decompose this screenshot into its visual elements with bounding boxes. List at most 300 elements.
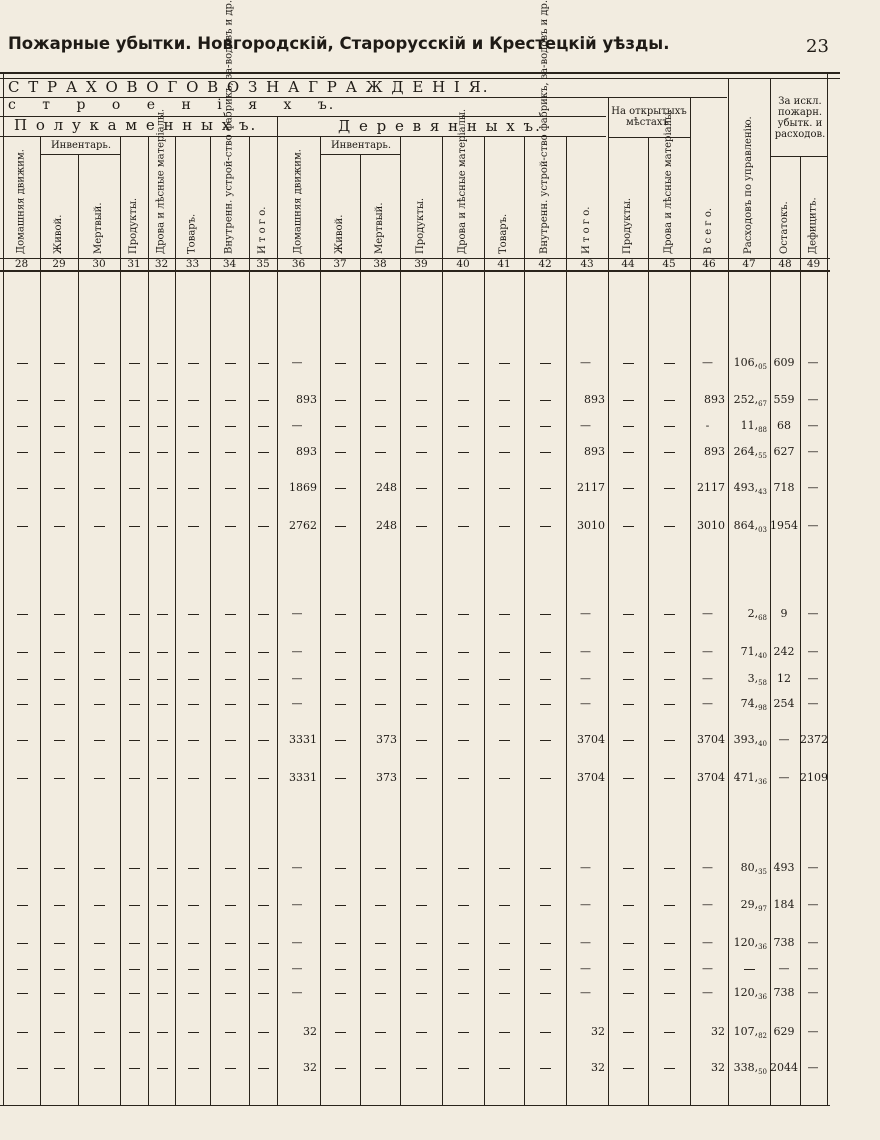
dash-cell <box>94 452 105 453</box>
dash-cell <box>499 778 510 779</box>
dash-cell <box>129 452 140 453</box>
dash-cell <box>458 452 469 453</box>
dash-cell <box>225 704 236 705</box>
dash-cell <box>94 363 105 364</box>
dash-cell <box>664 943 675 944</box>
derev-label: Д е р е в я н н ы х ъ. <box>338 117 542 135</box>
dash-cell <box>157 452 168 453</box>
dash-cell <box>335 1032 346 1033</box>
dash-cell <box>129 740 140 741</box>
dash-cell <box>157 943 168 944</box>
dash-cell <box>458 614 469 615</box>
dash-cell <box>94 614 105 615</box>
dash-cell <box>375 679 386 680</box>
dash-cell <box>335 943 346 944</box>
dash-cell <box>416 452 427 453</box>
dash-cell <box>17 652 28 653</box>
dash-cell <box>458 1032 469 1033</box>
dash-cell <box>664 740 675 741</box>
dash-cell <box>416 969 427 970</box>
cell-c43: 3010 <box>577 519 605 532</box>
dash-cell <box>258 1032 269 1033</box>
cell-remainder: — <box>778 962 790 975</box>
dash-cell <box>458 943 469 944</box>
dash-cell <box>94 969 105 970</box>
dash-cell <box>258 969 269 970</box>
cell-c43: 3704 <box>577 771 605 784</box>
dash-cell <box>258 614 269 615</box>
cell-expenses <box>728 986 767 1001</box>
col-header-46: В с е г о. <box>702 207 714 254</box>
dash-cell <box>499 704 510 705</box>
cell-expenses <box>728 1061 767 1076</box>
cell-remainder: 9 <box>780 607 788 620</box>
dash-cell <box>623 426 634 427</box>
dash-cell <box>416 868 427 869</box>
expenses-int: 252, <box>733 393 759 406</box>
expenses-kop: 50 <box>758 1068 767 1077</box>
dash-cell <box>157 905 168 906</box>
cell-expenses <box>728 519 767 534</box>
cell-c46: 3704 <box>697 771 725 784</box>
cell-remainder: 68 <box>777 419 791 432</box>
cell-remainder: 2044 <box>770 1061 798 1074</box>
dash-cell <box>17 488 28 489</box>
dash-cell <box>540 1068 551 1069</box>
cell-c46: 32 <box>711 1025 725 1038</box>
dash-cell <box>335 868 346 869</box>
dash-cell <box>129 1032 140 1033</box>
dash-cell <box>623 652 634 653</box>
cell-c38: 248 <box>376 519 397 532</box>
dash-cell <box>335 993 346 994</box>
page-number: 23 <box>806 36 829 57</box>
page-title: Пожарные убытки. Новгородскій, Старорусскій и Крестецкій уѣзды. <box>8 34 670 53</box>
col-line <box>442 137 443 1106</box>
dash-cell <box>458 868 469 869</box>
dash-cell <box>188 488 199 489</box>
cell-c46: — <box>702 672 713 685</box>
dash-cell <box>225 993 236 994</box>
dash-cell <box>375 943 386 944</box>
col-number-48: 48 <box>778 258 792 270</box>
expenses-kop: 58 <box>758 679 767 688</box>
cell-remainder: 493 <box>773 861 795 874</box>
dash-cell <box>157 969 168 970</box>
dash-cell <box>458 704 469 705</box>
col-line <box>210 137 211 1106</box>
zaiskl-rule <box>770 156 827 157</box>
dash-cell <box>225 943 236 944</box>
neokryt-rule <box>608 137 690 138</box>
dash-cell <box>664 905 675 906</box>
dash-cell <box>499 363 510 364</box>
col-header-38: Мертвый. <box>373 202 385 254</box>
col-header-39: Продукты. <box>414 197 426 254</box>
dash-cell <box>17 526 28 527</box>
col-line <box>524 137 525 1106</box>
dash-cell <box>129 652 140 653</box>
dash-cell <box>225 614 236 615</box>
dash-cell <box>94 704 105 705</box>
dash-cell <box>416 740 427 741</box>
dash-cell <box>17 614 28 615</box>
dash-cell <box>499 426 510 427</box>
col-number-49: 49 <box>806 258 821 270</box>
dash-cell <box>54 993 65 994</box>
dash-cell <box>54 400 65 401</box>
cell-expenses <box>728 697 767 712</box>
cell-c36: — <box>291 986 303 999</box>
col-number-45: 45 <box>662 258 676 270</box>
dash-cell <box>623 488 634 489</box>
cell-c43: — <box>580 962 591 975</box>
dash-cell <box>416 993 427 994</box>
dash-cell <box>258 400 269 401</box>
dash-cell <box>375 704 386 705</box>
dash-cell <box>623 778 634 779</box>
cell-c43: — <box>580 936 591 949</box>
inventar1-rule <box>40 154 120 155</box>
expenses-kop: 36 <box>758 993 767 1002</box>
dash-cell <box>129 778 140 779</box>
cell-c36: — <box>291 936 303 949</box>
dash-cell <box>17 868 28 869</box>
dash-cell <box>17 704 28 705</box>
dash-cell <box>17 452 28 453</box>
dash-cell <box>54 704 65 705</box>
dash-cell <box>54 488 65 489</box>
expenses-kop: 88 <box>758 426 767 435</box>
dash-cell <box>375 1032 386 1033</box>
col-number-41: 41 <box>497 258 511 270</box>
expenses-kop: 55 <box>758 452 767 461</box>
dash-cell <box>188 452 199 453</box>
dash-cell <box>335 969 346 970</box>
dash-cell <box>258 526 269 527</box>
cell-expenses <box>728 771 767 786</box>
col-line <box>249 137 250 1106</box>
dash-cell <box>416 704 427 705</box>
dash-cell <box>17 778 28 779</box>
col-line <box>770 78 771 1106</box>
cell-c36: — <box>291 861 303 874</box>
dash-cell <box>458 740 469 741</box>
col-number-34: 34 <box>222 258 237 270</box>
dash-cell <box>416 426 427 427</box>
cell-c43: — <box>580 986 591 999</box>
dash-cell <box>540 1032 551 1033</box>
expenses-kop: 67 <box>758 400 767 409</box>
dash-cell <box>188 652 199 653</box>
dash-cell <box>458 400 469 401</box>
cell-expenses <box>728 1025 767 1040</box>
dash-cell <box>225 778 236 779</box>
cell-deficit: — <box>807 481 819 494</box>
expenses-kop: 43 <box>758 488 767 497</box>
cell-remainder: 609 <box>773 356 795 369</box>
expenses-int: 71, <box>740 645 759 658</box>
dash-cell <box>416 1032 427 1033</box>
dash-cell <box>458 526 469 527</box>
dash-cell <box>129 1068 140 1069</box>
dash-cell <box>94 1068 105 1069</box>
cell-c46: — <box>702 645 713 658</box>
dash-cell <box>54 679 65 680</box>
inventar2-label: Инвентарь. <box>330 140 392 151</box>
col-line <box>400 137 401 1106</box>
dash-cell <box>157 704 168 705</box>
dash-cell <box>188 426 199 427</box>
cell-c43: 2117 <box>577 481 605 494</box>
cell-c36: 893 <box>296 393 317 406</box>
cell-c46: — <box>702 898 713 911</box>
dash-cell <box>664 993 675 994</box>
cell-c46: — <box>702 861 713 874</box>
dash-cell <box>458 905 469 906</box>
col-line <box>648 137 649 1106</box>
col-number-42: 42 <box>538 258 552 270</box>
expenses-int: 493, <box>733 481 759 494</box>
cell-c36: — <box>291 419 303 432</box>
numbers-bottom-rule <box>0 270 830 272</box>
cell-deficit: — <box>807 445 819 458</box>
dash-cell <box>129 868 140 869</box>
dash-cell <box>499 868 510 869</box>
dash-cell <box>375 426 386 427</box>
dash-cell <box>540 704 551 705</box>
dash-cell <box>54 905 65 906</box>
dash-cell <box>416 526 427 527</box>
dash-cell <box>744 969 755 970</box>
col-line <box>608 97 609 1106</box>
dash-cell <box>188 614 199 615</box>
cell-c43: 893 <box>584 393 605 406</box>
dash-cell <box>623 400 634 401</box>
dash-cell <box>129 614 140 615</box>
dash-cell <box>157 652 168 653</box>
cell-c36: — <box>291 697 303 710</box>
dash-cell <box>225 868 236 869</box>
dash-cell <box>157 868 168 869</box>
dash-cell <box>375 868 386 869</box>
cell-c36: — <box>291 898 303 911</box>
col-number-31: 31 <box>127 258 141 270</box>
cell-c36: 2762 <box>289 519 317 532</box>
col-header-44: Продукты. <box>621 197 633 254</box>
col-header-32: Дрова и лѣсные матеріалы. <box>155 108 167 254</box>
cell-c46: 3704 <box>697 733 725 746</box>
dash-cell <box>94 943 105 944</box>
dash-cell <box>623 614 634 615</box>
dash-cell <box>54 943 65 944</box>
dash-cell <box>258 868 269 869</box>
dash-cell <box>664 363 675 364</box>
cell-c43: — <box>580 419 591 432</box>
dash-cell <box>225 526 236 527</box>
dash-cell <box>664 426 675 427</box>
dash-cell <box>54 452 65 453</box>
dash-cell <box>94 400 105 401</box>
dash-cell <box>129 679 140 680</box>
cell-c43: — <box>580 645 591 658</box>
dash-cell <box>54 426 65 427</box>
dash-cell <box>17 1068 28 1069</box>
dash-cell <box>335 704 346 705</box>
cell-deficit: — <box>807 1025 819 1038</box>
dash-cell <box>375 905 386 906</box>
dash-cell <box>664 868 675 869</box>
zaiskl-label: За искл. пожарн. убытк. и расходов. <box>774 96 826 140</box>
dash-cell <box>129 905 140 906</box>
dash-cell <box>157 740 168 741</box>
cell-c46: - <box>705 419 710 432</box>
dash-cell <box>416 400 427 401</box>
cell-expenses <box>728 861 767 876</box>
dash-cell <box>499 1032 510 1033</box>
dash-cell <box>94 993 105 994</box>
cell-c38: 248 <box>376 481 397 494</box>
expenses-int: 120, <box>733 986 759 999</box>
dash-cell <box>17 400 28 401</box>
col-header-31: Продукты. <box>127 197 139 254</box>
col-header-33: Товаръ. <box>186 213 198 254</box>
dash-cell <box>499 400 510 401</box>
col-number-46: 46 <box>702 258 716 270</box>
dash-cell <box>129 363 140 364</box>
dash-cell <box>188 400 199 401</box>
cell-remainder: — <box>778 771 790 784</box>
cell-deficit: — <box>807 936 819 949</box>
dash-cell <box>54 526 65 527</box>
expenses-int: 11, <box>740 419 759 432</box>
dash-cell <box>188 1032 199 1033</box>
dash-cell <box>458 778 469 779</box>
dash-cell <box>458 426 469 427</box>
dash-cell <box>416 363 427 364</box>
dash-cell <box>54 740 65 741</box>
cell-c38: 373 <box>376 771 397 784</box>
dash-cell <box>157 363 168 364</box>
cell-c36: 893 <box>296 445 317 458</box>
dash-cell <box>416 943 427 944</box>
dash-cell <box>375 993 386 994</box>
dash-cell <box>129 426 140 427</box>
expenses-kop: 05 <box>758 363 767 372</box>
col-number-47: 47 <box>742 258 756 270</box>
cell-c46: — <box>702 697 713 710</box>
cell-c36: — <box>291 607 303 620</box>
col-line <box>360 154 361 1106</box>
dash-cell <box>499 905 510 906</box>
dash-cell <box>499 1068 510 1069</box>
col-number-35: 35 <box>256 258 270 270</box>
dash-cell <box>623 1068 634 1069</box>
cell-deficit: — <box>807 986 819 999</box>
cell-expenses <box>728 936 767 951</box>
dash-cell <box>225 363 236 364</box>
dash-cell <box>129 943 140 944</box>
cell-deficit: — <box>807 672 819 685</box>
dash-cell <box>458 969 469 970</box>
cell-remainder: — <box>778 733 790 746</box>
dash-cell <box>499 740 510 741</box>
dash-cell <box>664 1068 675 1069</box>
expenses-int: 393, <box>733 733 759 746</box>
dash-cell <box>540 679 551 680</box>
dash-cell <box>258 426 269 427</box>
dash-cell <box>664 969 675 970</box>
cell-expenses <box>728 481 767 496</box>
expenses-int: 120, <box>733 936 759 949</box>
col-line <box>78 154 79 1106</box>
dash-cell <box>17 905 28 906</box>
col-header-48: Остатокъ. <box>778 201 790 254</box>
dash-cell <box>664 652 675 653</box>
cell-expenses <box>728 393 767 408</box>
cell-c46: — <box>702 986 713 999</box>
expenses-kop: 68 <box>758 614 767 623</box>
cell-remainder: 627 <box>773 445 795 458</box>
dash-cell <box>258 652 269 653</box>
cell-deficit: — <box>807 419 819 432</box>
dash-cell <box>157 993 168 994</box>
cell-c43: 32 <box>591 1061 605 1074</box>
dash-cell <box>416 488 427 489</box>
expenses-int: 264, <box>733 445 759 458</box>
dash-cell <box>188 943 199 944</box>
dash-cell <box>335 778 346 779</box>
expenses-kop: 40 <box>758 740 767 749</box>
dash-cell <box>225 1032 236 1033</box>
expenses-int: 106, <box>733 356 759 369</box>
cell-c43: — <box>580 861 591 874</box>
col-number-37: 37 <box>333 258 347 270</box>
dash-cell <box>540 943 551 944</box>
dash-cell <box>129 526 140 527</box>
dash-cell <box>17 740 28 741</box>
dash-cell <box>664 704 675 705</box>
col-line <box>3 74 4 1106</box>
dash-cell <box>157 426 168 427</box>
dash-cell <box>375 614 386 615</box>
band2-label: с т р о е н і я х ъ. <box>8 97 336 113</box>
cell-c38: 373 <box>376 733 397 746</box>
cell-c36: 3331 <box>289 733 317 746</box>
dash-cell <box>499 452 510 453</box>
dash-cell <box>54 778 65 779</box>
dash-cell <box>623 943 634 944</box>
expenses-kop: 40 <box>758 652 767 661</box>
cell-deficit: — <box>807 962 819 975</box>
bottom-rule <box>0 1105 830 1106</box>
cell-c46: 32 <box>711 1061 725 1074</box>
cell-c36: — <box>291 356 303 369</box>
dash-cell <box>664 452 675 453</box>
dash-cell <box>225 400 236 401</box>
dash-cell <box>375 400 386 401</box>
cell-c36: 32 <box>303 1061 317 1074</box>
dash-cell <box>458 993 469 994</box>
dash-cell <box>375 452 386 453</box>
col-header-49: Дефицитъ. <box>807 197 819 254</box>
dash-cell <box>157 679 168 680</box>
col-header-35: И т о г о. <box>256 206 268 254</box>
dash-cell <box>188 778 199 779</box>
dash-cell <box>623 1032 634 1033</box>
dash-cell <box>225 969 236 970</box>
dash-cell <box>17 426 28 427</box>
